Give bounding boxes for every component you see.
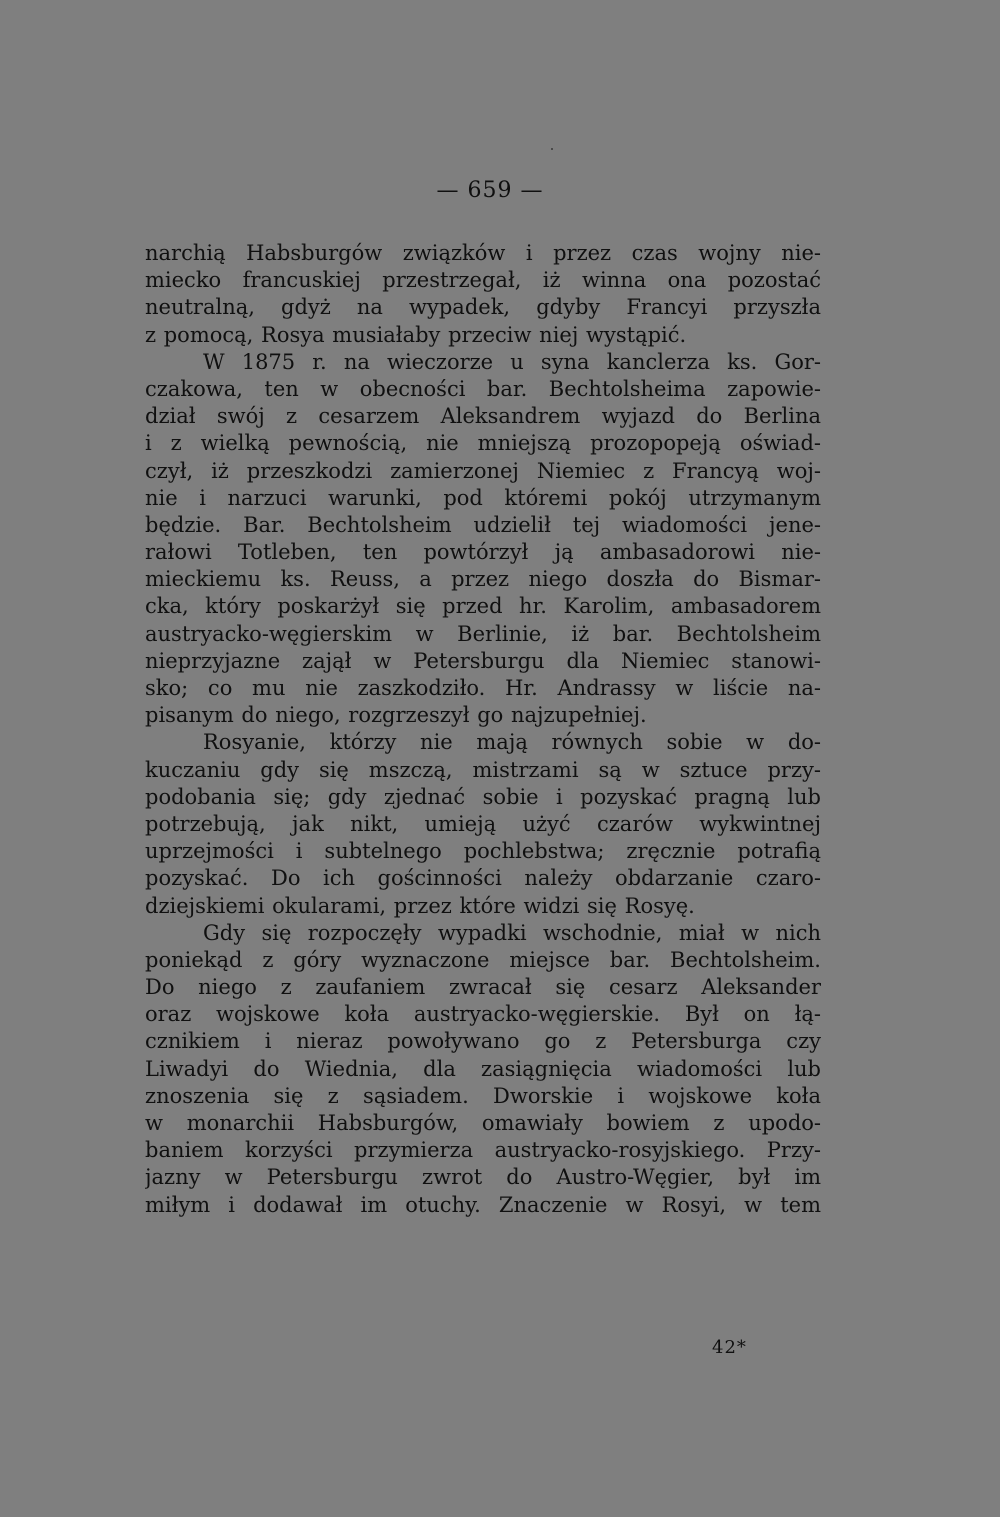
text-line: poniekąd z góry wyznaczone miejsce bar. Bechtolsheim. [145,947,821,972]
text-line: będzie. Bar. Bechtolsheim udzielił tej wiadomości jene- [145,512,821,537]
text-line: pozyskać. Do ich gościnności należy obdarzanie czaro- [145,866,821,891]
text-line: w monarchii Habsburgów, omawiały bowiem z upodo- [145,1111,821,1135]
text-line: Liwadyi do Wiednia, dla zasiągnięcia wiadomości lub [145,1056,821,1081]
text-line: cka, który poskarżył się przed hr. Karolim, ambasadorem [145,594,821,619]
text-line: neutralną, gdyż na wypadek, gdyby Francyi przyszła [145,295,821,320]
speck-mark [551,148,553,150]
text-line: pisanym do niego, rozgrzeszył go najzupełniej. [145,703,647,728]
page-number-header: — 659 — [436,178,544,203]
text-line: nieprzyjazne zajął w Petersburgu dla Niemiec stanowi- [145,648,821,673]
text-line: oraz wojskowe koła austryacko-węgierskie. Był on łą- [145,1002,821,1027]
text-line: miecko francuskiej przestrzegał, iż winna ona pozostać [145,268,821,293]
text-line: W 1875 r. na wieczorze u syna kanclerza ks. Gor- [203,349,821,374]
text-line: mieckiemu ks. Reuss, a przez niego doszła do Bismar- [145,567,821,592]
text-line: dziejskiemi okularami, przez które widzi się Rosyę. [145,893,695,918]
signature-mark: 42* [712,1337,747,1358]
text-line: jazny w Petersburgu zwrot do Austro-Węgier, był im [145,1165,821,1190]
text-line: potrzebują, jak nikt, umieją użyć czarów wykwintnej [145,811,821,836]
text-line: baniem korzyści przymierza austryacko-rosyjskiego. Przy- [145,1138,821,1163]
text-line: znoszenia się z sąsiadem. Dworskie i wojskowe koła [145,1083,821,1108]
text-line: dział swój z cesarzem Aleksandrem wyjazd do Berlina [145,404,821,429]
text-line: z pomocą, Rosya musiałaby przeciw niej wystąpić. [145,322,687,347]
text-line: nie i narzuci warunki, pod któremi pokój utrzymanym [145,485,821,510]
body-text [145,240,821,1219]
text-line: kuczaniu gdy się mszczą, mistrzami są w sztuce przy- [145,757,821,782]
text-line: Do niego z zaufaniem zwracał się cesarz Aleksander [145,975,821,1000]
text-line: austryacko-węgierskim w Berlinie, iż bar. Bechtolsheim [145,621,821,646]
text-line: sko; co mu nie zaszkodziło. Hr. Andrassy w liście na- [145,676,821,700]
text-line: rałowi Totleben, ten powtórzył ją ambasadorowi nie- [145,540,821,565]
text-line: czakowa, ten w obecności bar. Bechtolsheima zapowie- [145,376,821,401]
text-line: czył, iż przeszkodzi zamierzonej Niemiec z Francyą woj- [145,458,821,483]
text-line: cznikiem i nieraz powoływano go z Petersburga czy [145,1029,821,1054]
text-line: Rosyanie, którzy nie mają równych sobie w do- [203,730,821,755]
text-line: narchią Habsburgów związków i przez czas wojny nie- [145,241,821,265]
text-line: uprzejmości i subtelnego pochlebstwa; zręcznie potrafią [145,839,821,864]
text-line: podobania się; gdy zjednać sobie i pozyskać pragną lub [145,784,821,809]
text-line: miłym i dodawał im otuchy. Znaczenie w Rosyi, w tem [145,1192,821,1217]
text-line: Gdy się rozpoczęły wypadki wschodnie, miał w nich [203,920,821,945]
text-line: i z wielką pewnością, nie mniejszą prozopopeją oświad- [145,431,821,456]
